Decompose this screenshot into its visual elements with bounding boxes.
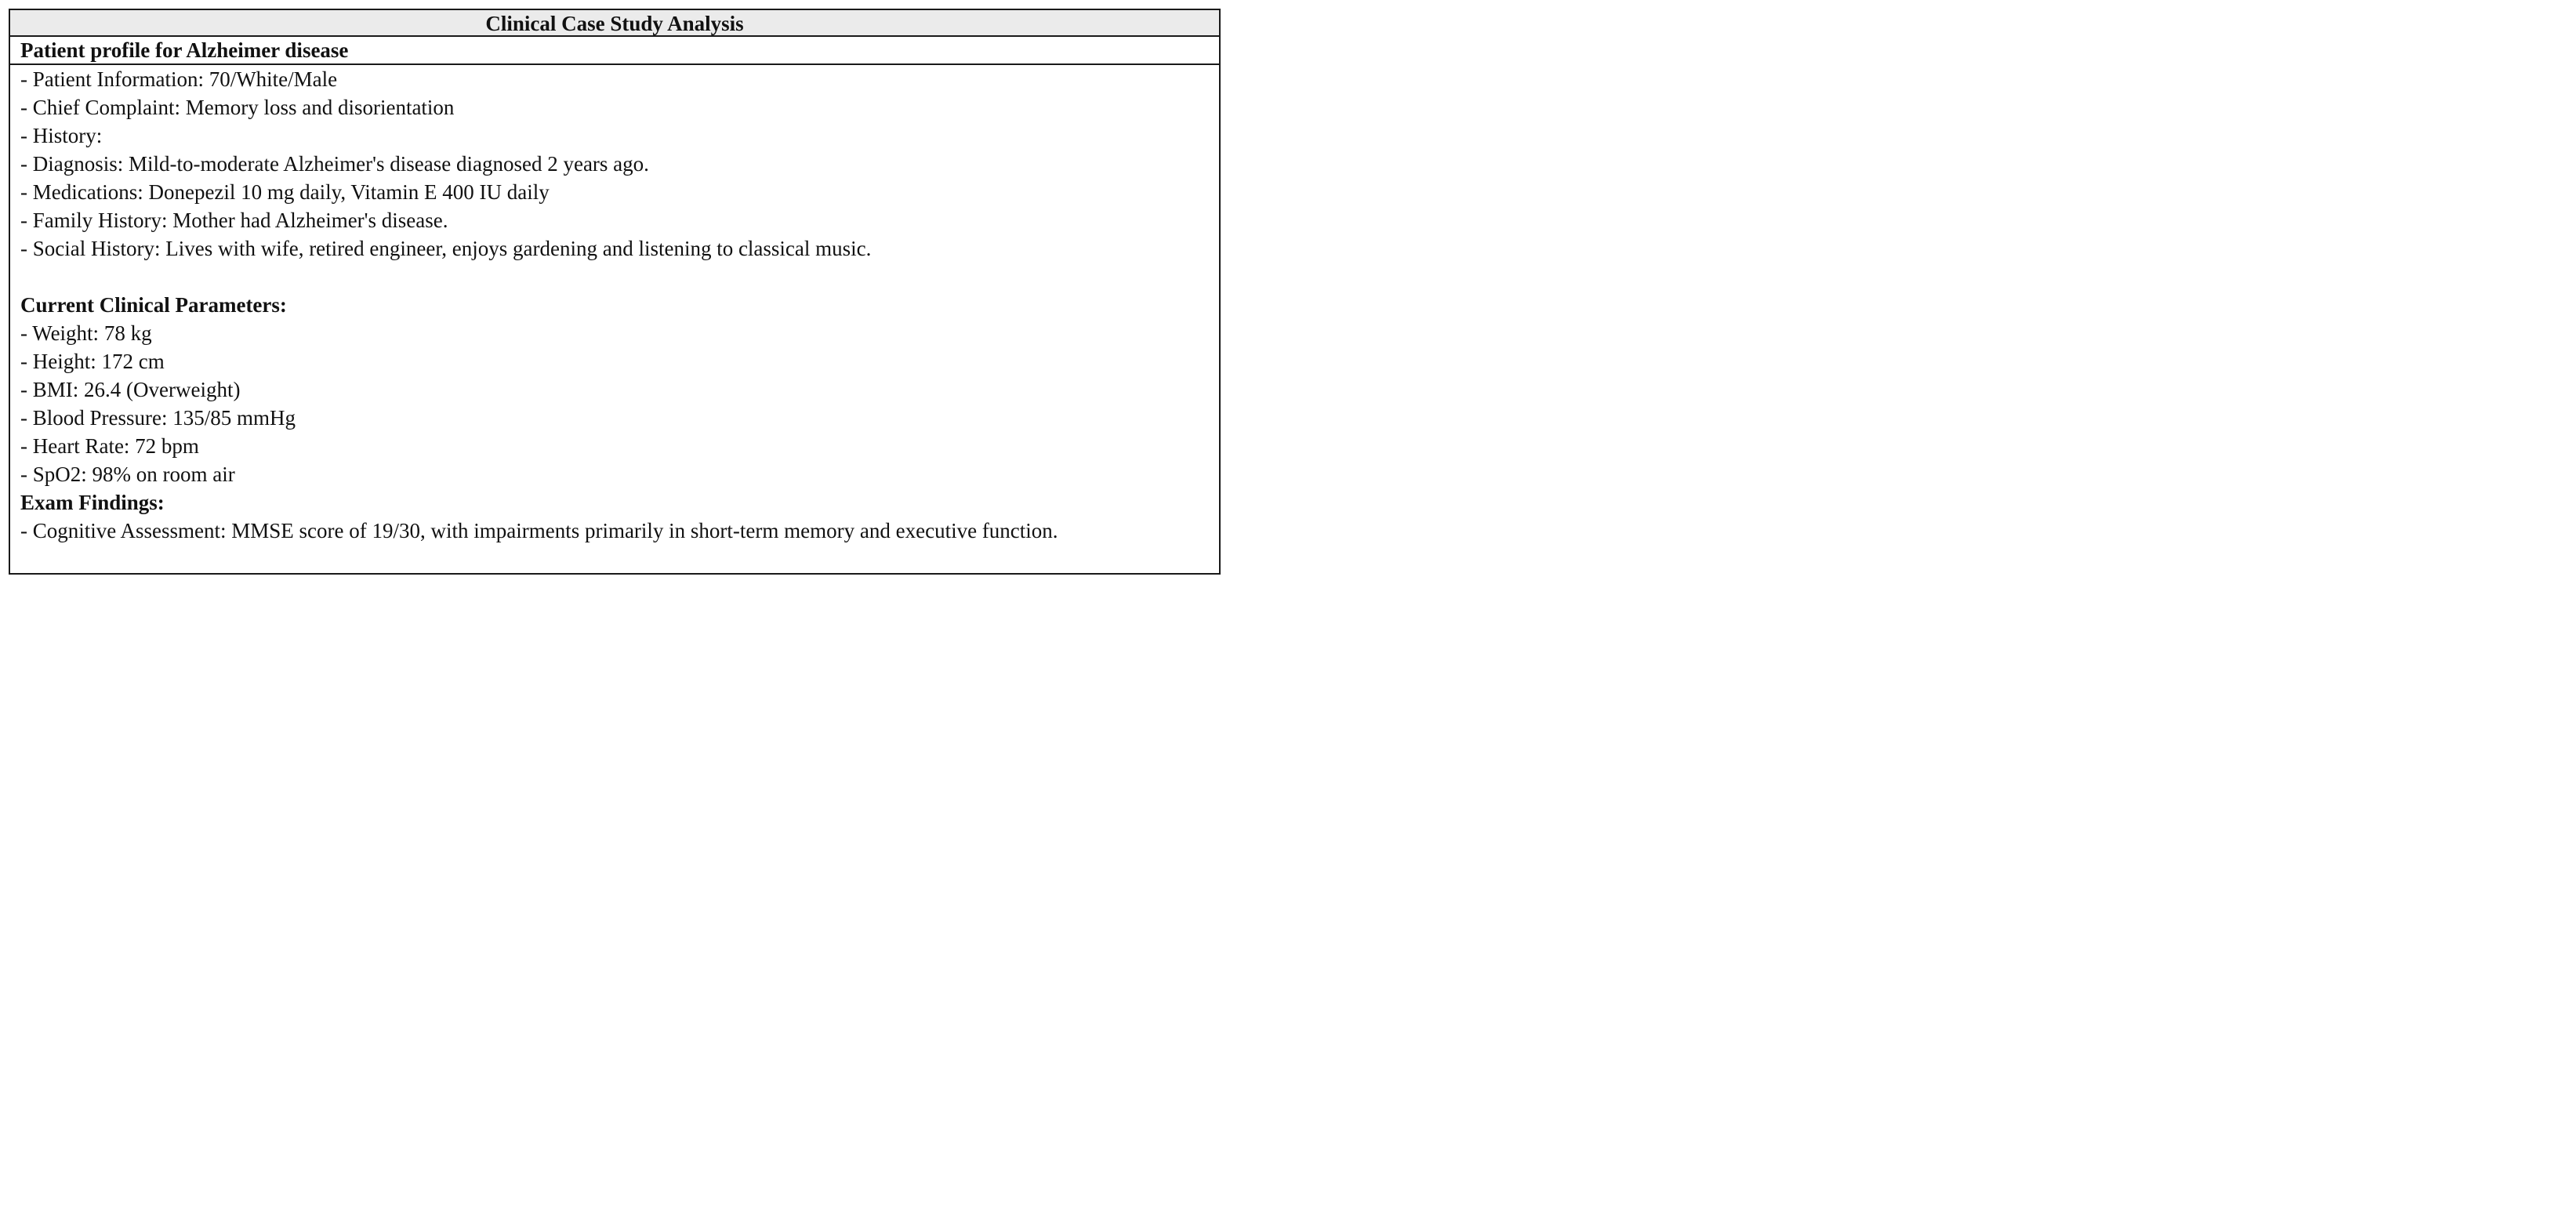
table-title: Clinical Case Study Analysis — [10, 10, 1219, 37]
cognitive-assessment-line: - Cognitive Assessment: MMSE score of 19/30, with impairments primarily in short-term memory and executive function. — [20, 519, 1058, 542]
case-details-cell — [10, 65, 1219, 545]
patient-info-line: - Patient Information: 70/White/Male — [20, 67, 338, 91]
case-study-table — [9, 9, 1221, 575]
blood-pressure-line: - Blood Pressure: 135/85 mmHg — [20, 406, 296, 430]
height-line: - Height: 172 cm — [20, 350, 165, 373]
heart-rate-line: - Heart Rate: 72 bpm — [20, 434, 199, 458]
patient-profile-heading: Patient profile for Alzheimer disease — [10, 37, 1219, 65]
spacer — [20, 263, 1219, 291]
social-history-line: - Social History: Lives with wife, retired engineer, enjoys gardening and listening to classical music. — [20, 237, 872, 260]
spo2-line: - SpO2: 98% on room air — [20, 462, 235, 486]
history-line: - History: — [20, 124, 103, 147]
exam-findings-heading: Exam Findings: — [20, 491, 165, 514]
family-history-line: - Family History: Mother had Alzheimer's disease. — [20, 209, 448, 232]
document-page — [0, 0, 1229, 586]
chief-complaint-line: - Chief Complaint: Memory loss and disorientation — [20, 96, 455, 119]
diagnosis-line: - Diagnosis: Mild-to-moderate Alzheimer's disease diagnosed 2 years ago. — [20, 152, 649, 176]
bmi-line: - BMI: 26.4 (Overweight) — [20, 378, 241, 401]
clinical-parameters-heading: Current Clinical Parameters: — [20, 293, 287, 317]
medications-line: - Medications: Donepezil 10 mg daily, Vitamin E 400 IU daily — [20, 180, 550, 204]
weight-line: - Weight: 78 kg — [20, 321, 152, 345]
